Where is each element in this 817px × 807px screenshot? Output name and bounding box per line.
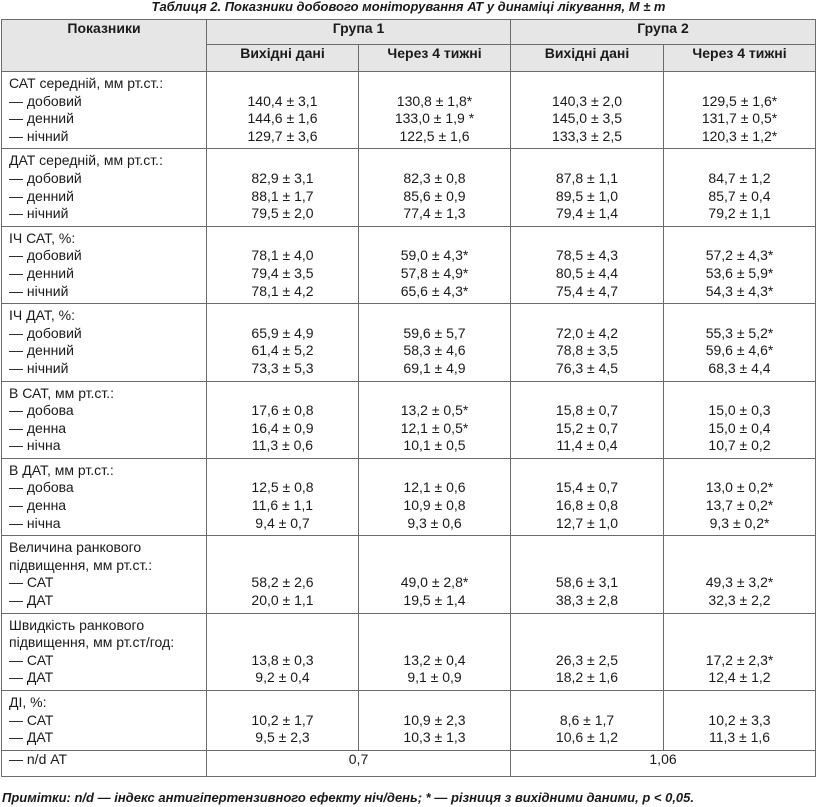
- cell-g1-baseline: [207, 691, 359, 751]
- cell-indicator: [2, 72, 207, 149]
- indicator-line: — денний: [9, 187, 74, 204]
- value-line: 32,3 ± 2,2: [708, 592, 771, 609]
- table-footnote: Примітки: n/d — індекс антигіпертензивного ефекту ніч/день; * — різниця з вихідними даними, p < 0,05.: [2, 790, 695, 805]
- value-line: 120,3 ± 1,2*: [701, 127, 778, 144]
- indicator-line: — добовий: [9, 247, 82, 264]
- monitoring-table: [1, 19, 816, 777]
- cell-g2-baseline: [511, 381, 664, 458]
- cell-g1-baseline: [207, 458, 359, 535]
- value-line: 10,9 ± 2,3: [403, 711, 466, 728]
- value-line: 12,1 ± 0,5*: [400, 419, 469, 436]
- indicator-line: Швидкість ранкового: [9, 616, 145, 633]
- value-line: 68,3 ± 4,4: [708, 359, 771, 376]
- value-line: [359, 385, 510, 403]
- value-line: [359, 634, 510, 652]
- nd-group-1-value: 0,7: [207, 750, 511, 776]
- indicator-line: ДІ, %:: [9, 694, 47, 710]
- value-line: [511, 694, 663, 712]
- value-line: 18,2 ± 1,6: [555, 669, 619, 686]
- value-line: 13,2 ± 0,4: [403, 651, 466, 668]
- value-line: 54,3 ± 4,3*: [705, 282, 774, 299]
- value-line: [359, 462, 510, 480]
- indicator-line: — нічний: [9, 205, 69, 222]
- table-body: [2, 72, 816, 777]
- table-row: [2, 72, 816, 149]
- value-line: 59,0 ± 4,3*: [400, 247, 469, 264]
- cell-indicator: [2, 226, 207, 303]
- indicator-line: — САТ: [9, 651, 54, 668]
- value-line: 82,9 ± 3,1: [251, 169, 314, 186]
- cell-indicator: [2, 381, 207, 458]
- value-line: 131,7 ± 0,5*: [701, 110, 778, 127]
- value-line: [664, 152, 815, 170]
- cell-indicator: [2, 613, 207, 690]
- value-line: 57,2 ± 4,3*: [705, 247, 774, 264]
- value-line: 88,1 ± 1,7: [251, 187, 314, 204]
- value-line: 49,0 ± 2,8*: [400, 574, 469, 591]
- value-line: 15,0 ± 0,3: [708, 402, 771, 419]
- cell-g1-baseline: [207, 381, 359, 458]
- value-line: 85,7 ± 0,4: [708, 187, 771, 204]
- value-line: 9,3 ± 0,6: [407, 514, 462, 531]
- value-line: [511, 75, 663, 93]
- value-line: 8,6 ± 1,7: [559, 711, 615, 728]
- cell-g1-baseline: [207, 613, 359, 690]
- header-group-2: Група 2: [511, 20, 816, 45]
- value-line: 16,4 ± 0,9: [251, 419, 314, 436]
- value-line: 85,6 ± 0,9: [403, 187, 466, 204]
- table-row: [2, 304, 816, 381]
- value-line: [359, 617, 510, 635]
- indicator-line: — добовий: [9, 324, 82, 341]
- value-line: 55,3 ± 5,2*: [705, 324, 774, 341]
- value-line: [359, 307, 510, 325]
- value-line: 65,6 ± 4,3*: [400, 282, 469, 299]
- value-line: 17,6 ± 0,8: [251, 402, 314, 419]
- cell-g1-baseline: [207, 149, 359, 226]
- indicator-line: ДАТ середній, мм рт.ст.:: [9, 152, 163, 169]
- indicator-line: — ДАТ: [9, 592, 54, 609]
- value-line: 79,2 ± 1,1: [708, 205, 771, 222]
- value-line: 9,5 ± 2,3: [255, 729, 310, 746]
- value-line: [664, 694, 815, 712]
- indicator-line: — ДАТ: [9, 669, 54, 686]
- value-line: [664, 230, 815, 248]
- value-line: [207, 462, 358, 480]
- value-line: 79,5 ± 2,0: [251, 205, 314, 222]
- value-line: 79,4 ± 1,4: [555, 205, 619, 222]
- table-row: [2, 226, 816, 303]
- value-line: 59,6 ± 4,6*: [705, 342, 774, 359]
- value-line: [511, 307, 663, 325]
- indicator-line: — САТ: [9, 711, 54, 728]
- table-row: [2, 691, 816, 751]
- value-line: 145,0 ± 3,5: [552, 110, 622, 127]
- indicator-line: — денний: [9, 110, 74, 127]
- value-line: 20,0 ± 1,1: [251, 592, 314, 609]
- value-line: [359, 230, 510, 248]
- cell-g2-baseline: [511, 304, 664, 381]
- value-line: 144,6 ± 1,6: [247, 110, 318, 127]
- cell-g1-after-4-weeks: [359, 72, 511, 149]
- cell-indicator: [2, 458, 207, 535]
- value-line: 78,8 ± 3,5: [555, 342, 619, 359]
- value-line: [664, 385, 815, 403]
- value-line: [207, 634, 358, 652]
- cell-g2-after-4-weeks: [664, 536, 816, 613]
- cell-g1-after-4-weeks: [359, 613, 511, 690]
- table-row: [2, 149, 816, 226]
- cell-g1-after-4-weeks: [359, 691, 511, 751]
- header-indicators: Показники: [2, 20, 207, 72]
- indicator-line: — САТ: [9, 574, 54, 591]
- value-line: [359, 539, 510, 557]
- cell-indicator: [2, 536, 207, 613]
- indicator-line: — добова: [9, 479, 74, 496]
- table-row: [2, 381, 816, 458]
- value-line: 58,3 ± 4,6: [403, 342, 466, 359]
- value-line: [359, 75, 510, 93]
- value-line: 61,4 ± 5,2: [251, 342, 314, 359]
- indicator-line: — нічна: [9, 514, 61, 531]
- cell-g2-baseline: [511, 613, 664, 690]
- cell-g1-baseline: [207, 304, 359, 381]
- cell-indicator: [2, 149, 207, 226]
- indicator-line: — нічна: [9, 437, 61, 454]
- value-line: 10,2 ± 3,3: [708, 711, 771, 728]
- value-line: 9,4 ± 0,7: [255, 514, 310, 531]
- cell-g2-after-4-weeks: [664, 613, 816, 690]
- cell-g1-baseline: [207, 72, 359, 149]
- value-line: 129,5 ± 1,6*: [701, 92, 778, 109]
- cell-indicator: [2, 304, 207, 381]
- indicator-line: — нічний: [9, 127, 69, 144]
- indicator-line: Величина ранкового: [9, 539, 142, 556]
- table-row-nd: [2, 750, 816, 776]
- value-line: [207, 152, 358, 170]
- value-line: 13,2 ± 0,5*: [400, 402, 469, 419]
- value-line: 9,3 ± 0,2*: [709, 514, 770, 531]
- value-line: [511, 617, 663, 635]
- cell-g2-after-4-weeks: [664, 691, 816, 751]
- value-line: 12,4 ± 1,2: [708, 669, 771, 686]
- value-line: 73,3 ± 5,3: [251, 359, 314, 376]
- value-line: [359, 557, 510, 575]
- value-line: [359, 694, 510, 712]
- value-line: 53,6 ± 5,9*: [705, 264, 774, 281]
- header-g1-after-4-weeks: Через 4 тижні: [359, 45, 511, 72]
- table-row: [2, 536, 816, 613]
- value-line: [207, 557, 358, 575]
- value-line: 84,7 ± 1,2: [708, 169, 771, 186]
- value-line: 57,8 ± 4,9*: [400, 264, 469, 281]
- indicator-line: ІЧ САТ, %:: [9, 229, 76, 246]
- indicator-line: В ДАТ, мм рт.ст.:: [9, 461, 114, 478]
- value-line: [207, 617, 358, 635]
- value-line: [664, 75, 815, 93]
- value-line: [511, 557, 663, 575]
- indicator-line: — нічний: [9, 282, 69, 299]
- value-line: [207, 694, 358, 712]
- cell-g2-after-4-weeks: [664, 381, 816, 458]
- value-line: 12,5 ± 0,8: [251, 479, 314, 496]
- cell-g1-after-4-weeks: [359, 149, 511, 226]
- cell-g1-baseline: [207, 536, 359, 613]
- value-line: [207, 385, 358, 403]
- value-line: 133,3 ± 2,5: [552, 127, 622, 144]
- value-line: 133,0 ± 1,9 *: [394, 110, 475, 127]
- value-line: 10,6 ± 1,2: [555, 729, 619, 746]
- indicator-line: В САТ, мм рт.ст.:: [9, 384, 115, 401]
- value-line: 82,3 ± 0,8: [403, 169, 466, 186]
- cell-g2-baseline: [511, 691, 664, 751]
- cell-g2-baseline: [511, 458, 664, 535]
- value-line: [511, 152, 663, 170]
- value-line: 69,1 ± 4,9: [403, 359, 466, 376]
- value-line: [511, 539, 663, 557]
- value-line: 11,3 ± 0,6: [251, 437, 314, 454]
- value-line: 65,9 ± 4,9: [251, 324, 314, 341]
- value-line: [511, 230, 663, 248]
- indicator-line: — денний: [9, 342, 74, 359]
- value-line: 122,5 ± 1,6: [399, 127, 470, 144]
- value-line: [359, 152, 510, 170]
- value-line: [664, 634, 815, 652]
- value-line: 59,6 ± 5,7: [403, 324, 466, 341]
- cell-g2-after-4-weeks: [664, 149, 816, 226]
- value-line: 78,1 ± 4,2: [251, 282, 314, 299]
- value-line: 10,9 ± 0,8: [403, 497, 466, 514]
- value-line: 11,3 ± 1,6: [708, 729, 771, 746]
- value-line: 130,8 ± 1,8*: [396, 92, 473, 109]
- indicator-line: — добовий: [9, 92, 82, 109]
- indicator-line: — денна: [9, 497, 67, 514]
- value-line: 58,2 ± 2,6: [251, 574, 314, 591]
- value-line: 9,2 ± 0,4: [255, 669, 310, 686]
- cell-g2-after-4-weeks: [664, 304, 816, 381]
- value-line: 49,3 ± 3,2*: [705, 574, 774, 591]
- header-g1-baseline: Вихідні дані: [207, 45, 359, 72]
- value-line: 76,3 ± 4,5: [555, 359, 619, 376]
- indicator-line: — добовий: [9, 169, 82, 186]
- cell-g2-after-4-weeks: [664, 72, 816, 149]
- value-line: 12,1 ± 0,6: [403, 479, 466, 496]
- cell-g2-baseline: [511, 72, 664, 149]
- value-line: 13,7 ± 0,2*: [705, 497, 774, 514]
- nd-group-2-value: 1,06: [511, 750, 816, 776]
- value-line: [664, 307, 815, 325]
- cell-g1-after-4-weeks: [359, 381, 511, 458]
- value-line: [664, 617, 815, 635]
- cell-indicator: [2, 691, 207, 751]
- cell-g1-after-4-weeks: [359, 458, 511, 535]
- value-line: [207, 230, 358, 248]
- value-line: 89,5 ± 1,0: [555, 187, 619, 204]
- value-line: 9,1 ± 0,9: [407, 669, 462, 686]
- header-group-1: Група 1: [207, 20, 511, 45]
- value-line: 11,6 ± 1,1: [251, 497, 314, 514]
- value-line: 79,4 ± 3,5: [251, 264, 314, 281]
- value-line: 19,5 ± 1,4: [403, 592, 466, 609]
- value-line: 10,7 ± 0,2: [708, 437, 771, 454]
- value-line: 77,4 ± 1,3: [403, 205, 466, 222]
- value-line: 13,8 ± 0,3: [251, 651, 314, 668]
- value-line: 17,2 ± 2,3*: [705, 651, 774, 668]
- cell-g2-after-4-weeks: [664, 226, 816, 303]
- indicator-line: підвищення, мм рт.ст.:: [9, 556, 153, 573]
- value-line: [207, 307, 358, 325]
- value-line: 58,6 ± 3,1: [555, 574, 619, 591]
- indicator-line: — денний: [9, 264, 74, 281]
- value-line: 10,3 ± 1,3: [403, 729, 466, 746]
- value-line: 10,2 ± 1,7: [251, 711, 314, 728]
- indicator-line: — денна: [9, 419, 67, 436]
- value-line: 15,2 ± 0,7: [555, 419, 619, 436]
- value-line: 87,8 ± 1,1: [555, 169, 619, 186]
- value-line: 140,3 ± 2,0: [552, 92, 622, 109]
- value-line: 129,7 ± 3,6: [247, 127, 318, 144]
- value-line: 78,1 ± 4,0: [251, 247, 314, 264]
- value-line: 78,5 ± 4,3: [555, 247, 619, 264]
- value-line: [511, 385, 663, 403]
- value-line: 12,7 ± 1,0: [555, 514, 619, 531]
- value-line: 10,1 ± 0,5: [403, 437, 466, 454]
- nd-label: — n/d АТ: [2, 750, 207, 776]
- cell-g2-baseline: [511, 536, 664, 613]
- cell-g1-baseline: [207, 226, 359, 303]
- header-g2-after-4-weeks: Через 4 тижні: [664, 45, 816, 72]
- indicator-line: ІЧ ДАТ, %:: [9, 307, 75, 324]
- value-line: [664, 539, 815, 557]
- cell-g2-baseline: [511, 226, 664, 303]
- value-line: 16,8 ± 0,8: [555, 497, 619, 514]
- value-line: [207, 539, 358, 557]
- table-caption: Таблиця 2. Показники добового моніторування АТ у динаміці лікування, M ± m: [151, 0, 666, 14]
- value-line: 80,5 ± 4,4: [555, 264, 619, 281]
- value-line: 72,0 ± 4,2: [555, 324, 619, 341]
- table-row: [2, 458, 816, 535]
- value-line: 75,4 ± 4,7: [555, 282, 619, 299]
- value-line: [207, 75, 358, 93]
- indicator-line: підвищення, мм рт.ст/год:: [9, 634, 175, 651]
- value-line: [664, 557, 815, 575]
- value-line: [664, 462, 815, 480]
- value-line: 11,4 ± 0,4: [556, 437, 618, 454]
- header-g2-baseline: Вихідні дані: [511, 45, 664, 72]
- cell-g1-after-4-weeks: [359, 304, 511, 381]
- cell-g1-after-4-weeks: [359, 536, 511, 613]
- value-line: 13,0 ± 0,2*: [705, 479, 774, 496]
- value-line: 140,4 ± 3,1: [247, 92, 318, 109]
- value-line: 15,4 ± 0,7: [555, 479, 619, 496]
- indicator-line: САТ середній, мм рт.ст.:: [9, 75, 164, 91]
- value-line: 15,8 ± 0,7: [555, 402, 619, 419]
- indicator-line: — добова: [9, 402, 74, 419]
- value-line: 15,0 ± 0,4: [708, 419, 771, 436]
- cell-g1-after-4-weeks: [359, 226, 511, 303]
- indicator-line: — ДАТ: [9, 729, 54, 746]
- value-line: 26,3 ± 2,5: [555, 651, 619, 668]
- indicator-line: — нічний: [9, 359, 69, 376]
- table-row: [2, 613, 816, 690]
- value-line: [511, 462, 663, 480]
- cell-g2-baseline: [511, 149, 664, 226]
- cell-g2-after-4-weeks: [664, 458, 816, 535]
- value-line: [511, 634, 663, 652]
- value-line: 38,3 ± 2,8: [555, 592, 619, 609]
